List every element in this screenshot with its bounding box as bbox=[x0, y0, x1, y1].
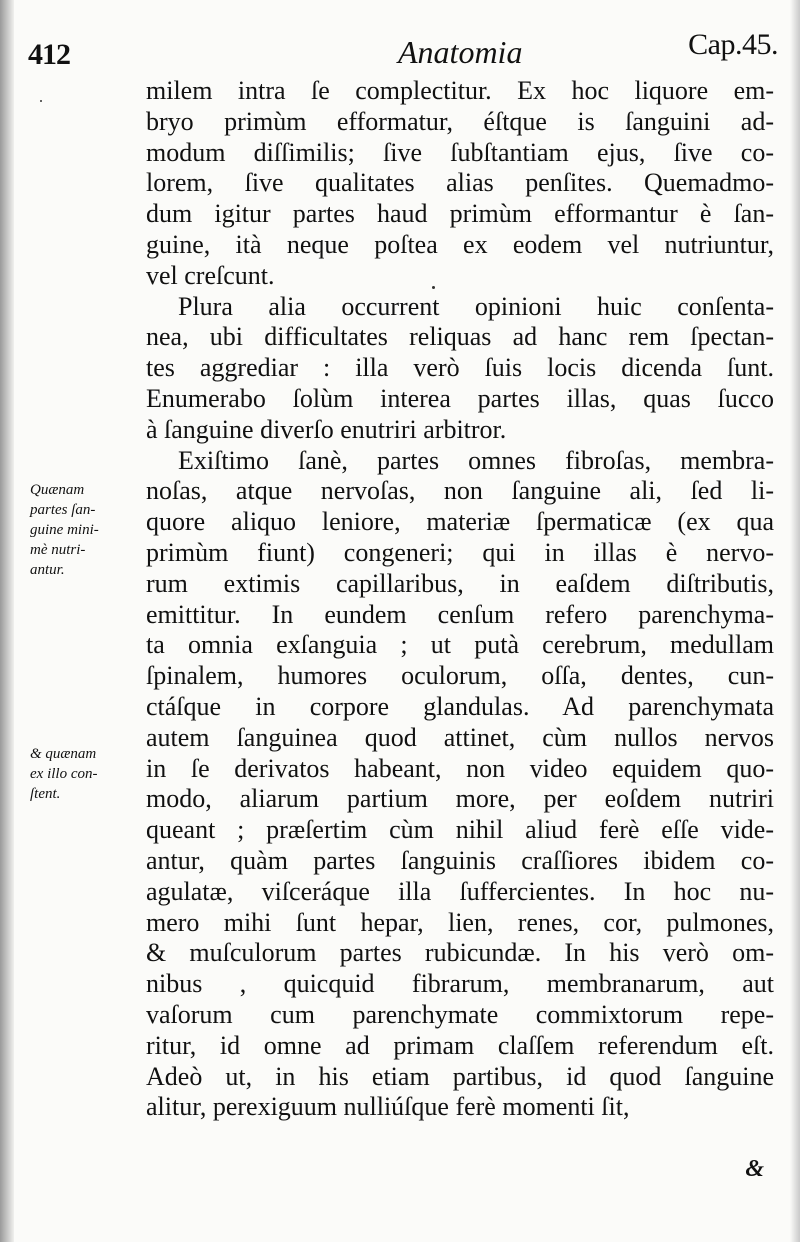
text-line: in ſe derivatos habeant, non video equidem quo- bbox=[146, 753, 774, 783]
text-line: rum extimis capillaribus, in eaſdem diſtributis, bbox=[146, 568, 774, 598]
margin-note-line: mè nutri- bbox=[30, 542, 86, 558]
text-line: queant ; præſertim cùm nihil aliud ferè eſſe vide- bbox=[146, 815, 774, 845]
text-line: emittitur. In eundem cenſum refero parenchyma- bbox=[146, 599, 774, 629]
text-line: antur, quàm partes ſanguinis craſſiores ibidem co- bbox=[146, 845, 774, 875]
catchword: & bbox=[745, 1156, 764, 1182]
text-line: dum igitur partes haud primùm efformantur è ſan- bbox=[146, 199, 774, 229]
margin-note-line: ex illo con- bbox=[30, 766, 98, 782]
margin-note-quaenam-partes bbox=[30, 480, 148, 580]
text-line: guine, ità neque poſtea ex eodem vel nutriuntur, bbox=[146, 229, 774, 259]
text-line: tes aggrediar : illa verò ſuis locis dicenda ſunt. bbox=[146, 353, 774, 383]
page-edge-shadow bbox=[790, 0, 800, 1242]
running-header bbox=[28, 28, 778, 78]
text-line: vaſorum cum parenchymate commixtorum repe- bbox=[146, 999, 774, 1029]
text-line: ta omnia exſanguia ; ut putà cerebrum, medullam bbox=[146, 630, 774, 660]
margin-note-line: ſtent. bbox=[30, 786, 61, 802]
text-line: Adeò ut, in his etiam partibus, id quod ſanguine bbox=[146, 1061, 774, 1091]
body-text bbox=[146, 76, 774, 1123]
margin-note-line: Quænam bbox=[30, 482, 85, 498]
margin-note-line: & quænam bbox=[30, 746, 97, 762]
text-line: nibus , quicquid fibrarum, membranarum, aut bbox=[146, 969, 774, 999]
running-title: Anatomia bbox=[398, 34, 523, 70]
text-line: Plura alia occurrent opinioni huic conſenta- bbox=[178, 291, 774, 321]
text-line: bryo primùm efformatur, éſtque is ſanguini ad- bbox=[146, 106, 774, 136]
text-line: modo, aliarum partium more, per eoſdem nutriri bbox=[146, 784, 774, 814]
text-line: primùm fiunt) congeneri; qui in illas è nervo- bbox=[146, 537, 774, 567]
text-line: alitur, perexiguum nulliúſque ferè momenti ſit, bbox=[146, 1092, 630, 1122]
text-line: & muſculorum partes rubicundæ. In his verò om- bbox=[146, 938, 774, 968]
text-line: lorem, ſive qualitates alias penſites. Quemadmo- bbox=[146, 168, 774, 198]
text-line: agulatæ, viſceráque illa ſuffercientes. In hoc nu- bbox=[146, 876, 774, 906]
text-line: modum diſſimilis; ſive ſubſtantiam ejus, ſive co- bbox=[146, 137, 774, 167]
text-line: autem ſanguinea quod attinet, cùm nullos nervos bbox=[146, 722, 774, 752]
chapter-label: Cap.45. bbox=[688, 28, 778, 61]
text-line: nea, ubi difficultates reliquas ad hanc rem ſpectan- bbox=[146, 322, 774, 352]
text-line: Enumerabo ſolùm interea partes illas, quas ſucco bbox=[146, 383, 774, 413]
margin-note-line: antur. bbox=[30, 562, 65, 578]
page-number: 412 bbox=[28, 38, 70, 71]
text-line: mero mihi ſunt hepar, lien, renes, cor, pulmones, bbox=[146, 907, 774, 937]
text-line: vel creſcunt. bbox=[146, 260, 275, 290]
margin-note-line: guine mini- bbox=[30, 522, 99, 538]
text-line: à ſanguine diverſo enutriri arbitror. bbox=[146, 414, 507, 444]
ink-speck bbox=[432, 286, 435, 289]
margin-note-line: partes ſan- bbox=[30, 502, 96, 518]
text-line: noſas, atque nervoſas, non ſanguine ali, ſed li- bbox=[146, 476, 774, 506]
text-line: ritur, id omne ad primam claſſem referendum eſt. bbox=[146, 1030, 774, 1060]
text-line: quore aliquo leniore, materiæ ſpermaticæ (ex qua bbox=[146, 507, 774, 537]
gutter-shadow bbox=[0, 0, 14, 1242]
ink-speck bbox=[40, 100, 42, 102]
text-line: milem intra ſe complectitur. Ex hoc liquore em- bbox=[146, 76, 774, 105]
margin-note-quaenam-ex-illo bbox=[30, 744, 148, 804]
text-line: ctáſque in corpore glandulas. Ad parenchymata bbox=[146, 691, 774, 721]
text-line: Exiſtimo ſanè, partes omnes fibroſas, membra- bbox=[178, 445, 774, 475]
text-line: ſpinalem, humores oculorum, oſſa, dentes, cun- bbox=[146, 661, 774, 691]
